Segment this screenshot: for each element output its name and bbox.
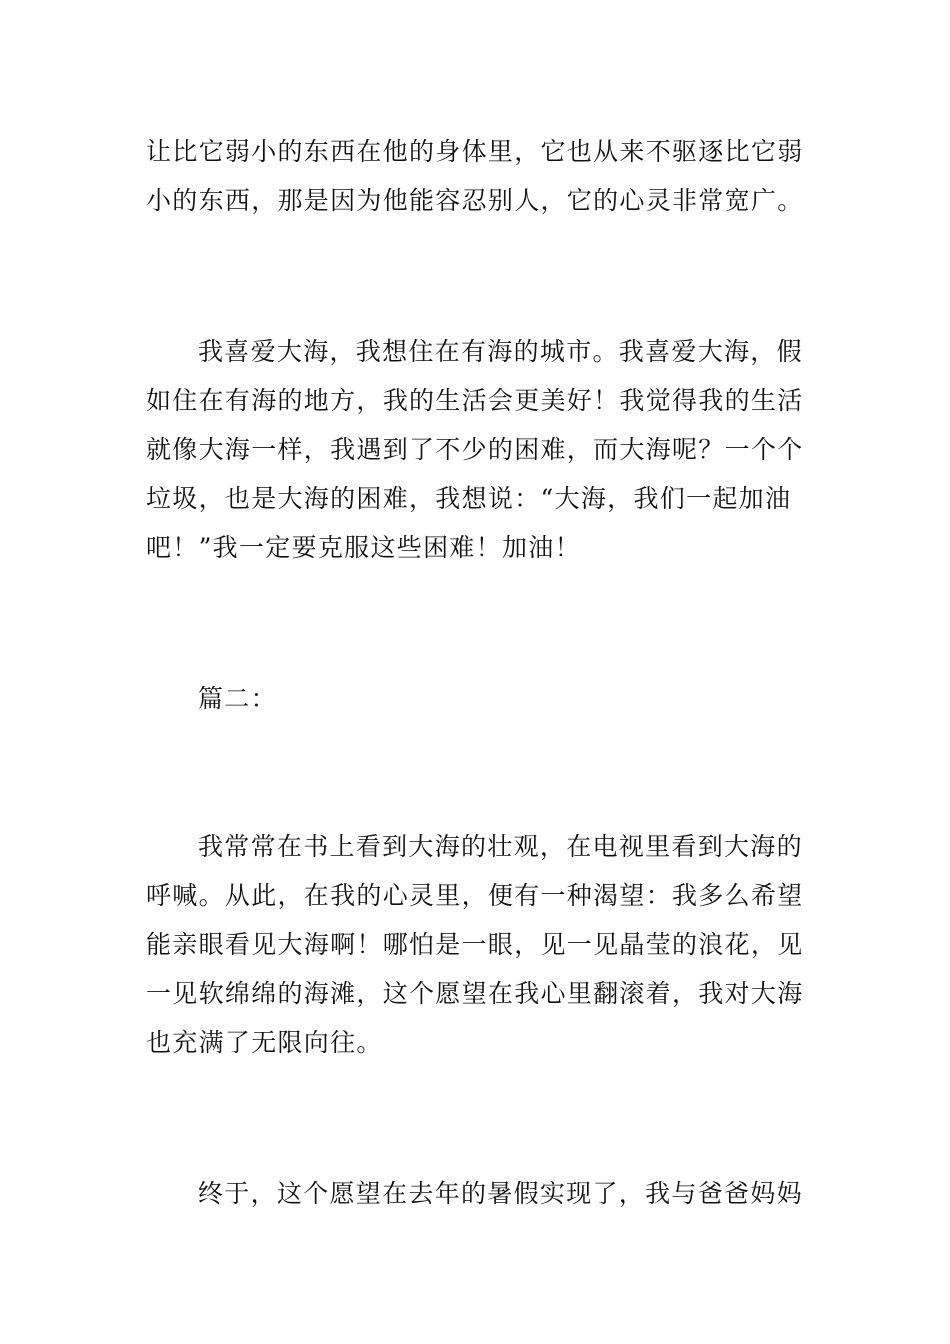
paragraph-love-sea: 我喜爱大海，我想住在有海的城市。我喜爱大海，假如住在有海的地方，我的生活会更美好！我觉得我的生活就像大海一样，我遇到了不少的困难，而大海呢？一个个垃圾，也是大海的困难，我想说：“大海，我们一起加油吧！”我一定要克服这些困难！加油！ [146, 337, 804, 562]
section-heading: 篇二： [198, 684, 277, 713]
paragraph-continuation: 让比它弱小的东西在他的身体里，它也从来不驱逐比它弱小的东西，那是因为他能容忍别人，它的心灵非常宽广。 [146, 137, 804, 215]
paragraph-longing: 我常常在书上看到大海的壮观，在电视里看到大海的呼喊。从此，在我的心灵里，便有一种渴望：我多么希望能亲眼看见大海啊！哪怕是一眼，见一见晶莹的浪花，见一见软绵绵的海滩，这个愿望在我心里翻滚着，我对大海也充满了无限向往。 [146, 832, 804, 1057]
paragraph-finally: 终于，这个愿望在去年的暑假实现了，我与爸爸妈妈 [198, 1179, 803, 1208]
